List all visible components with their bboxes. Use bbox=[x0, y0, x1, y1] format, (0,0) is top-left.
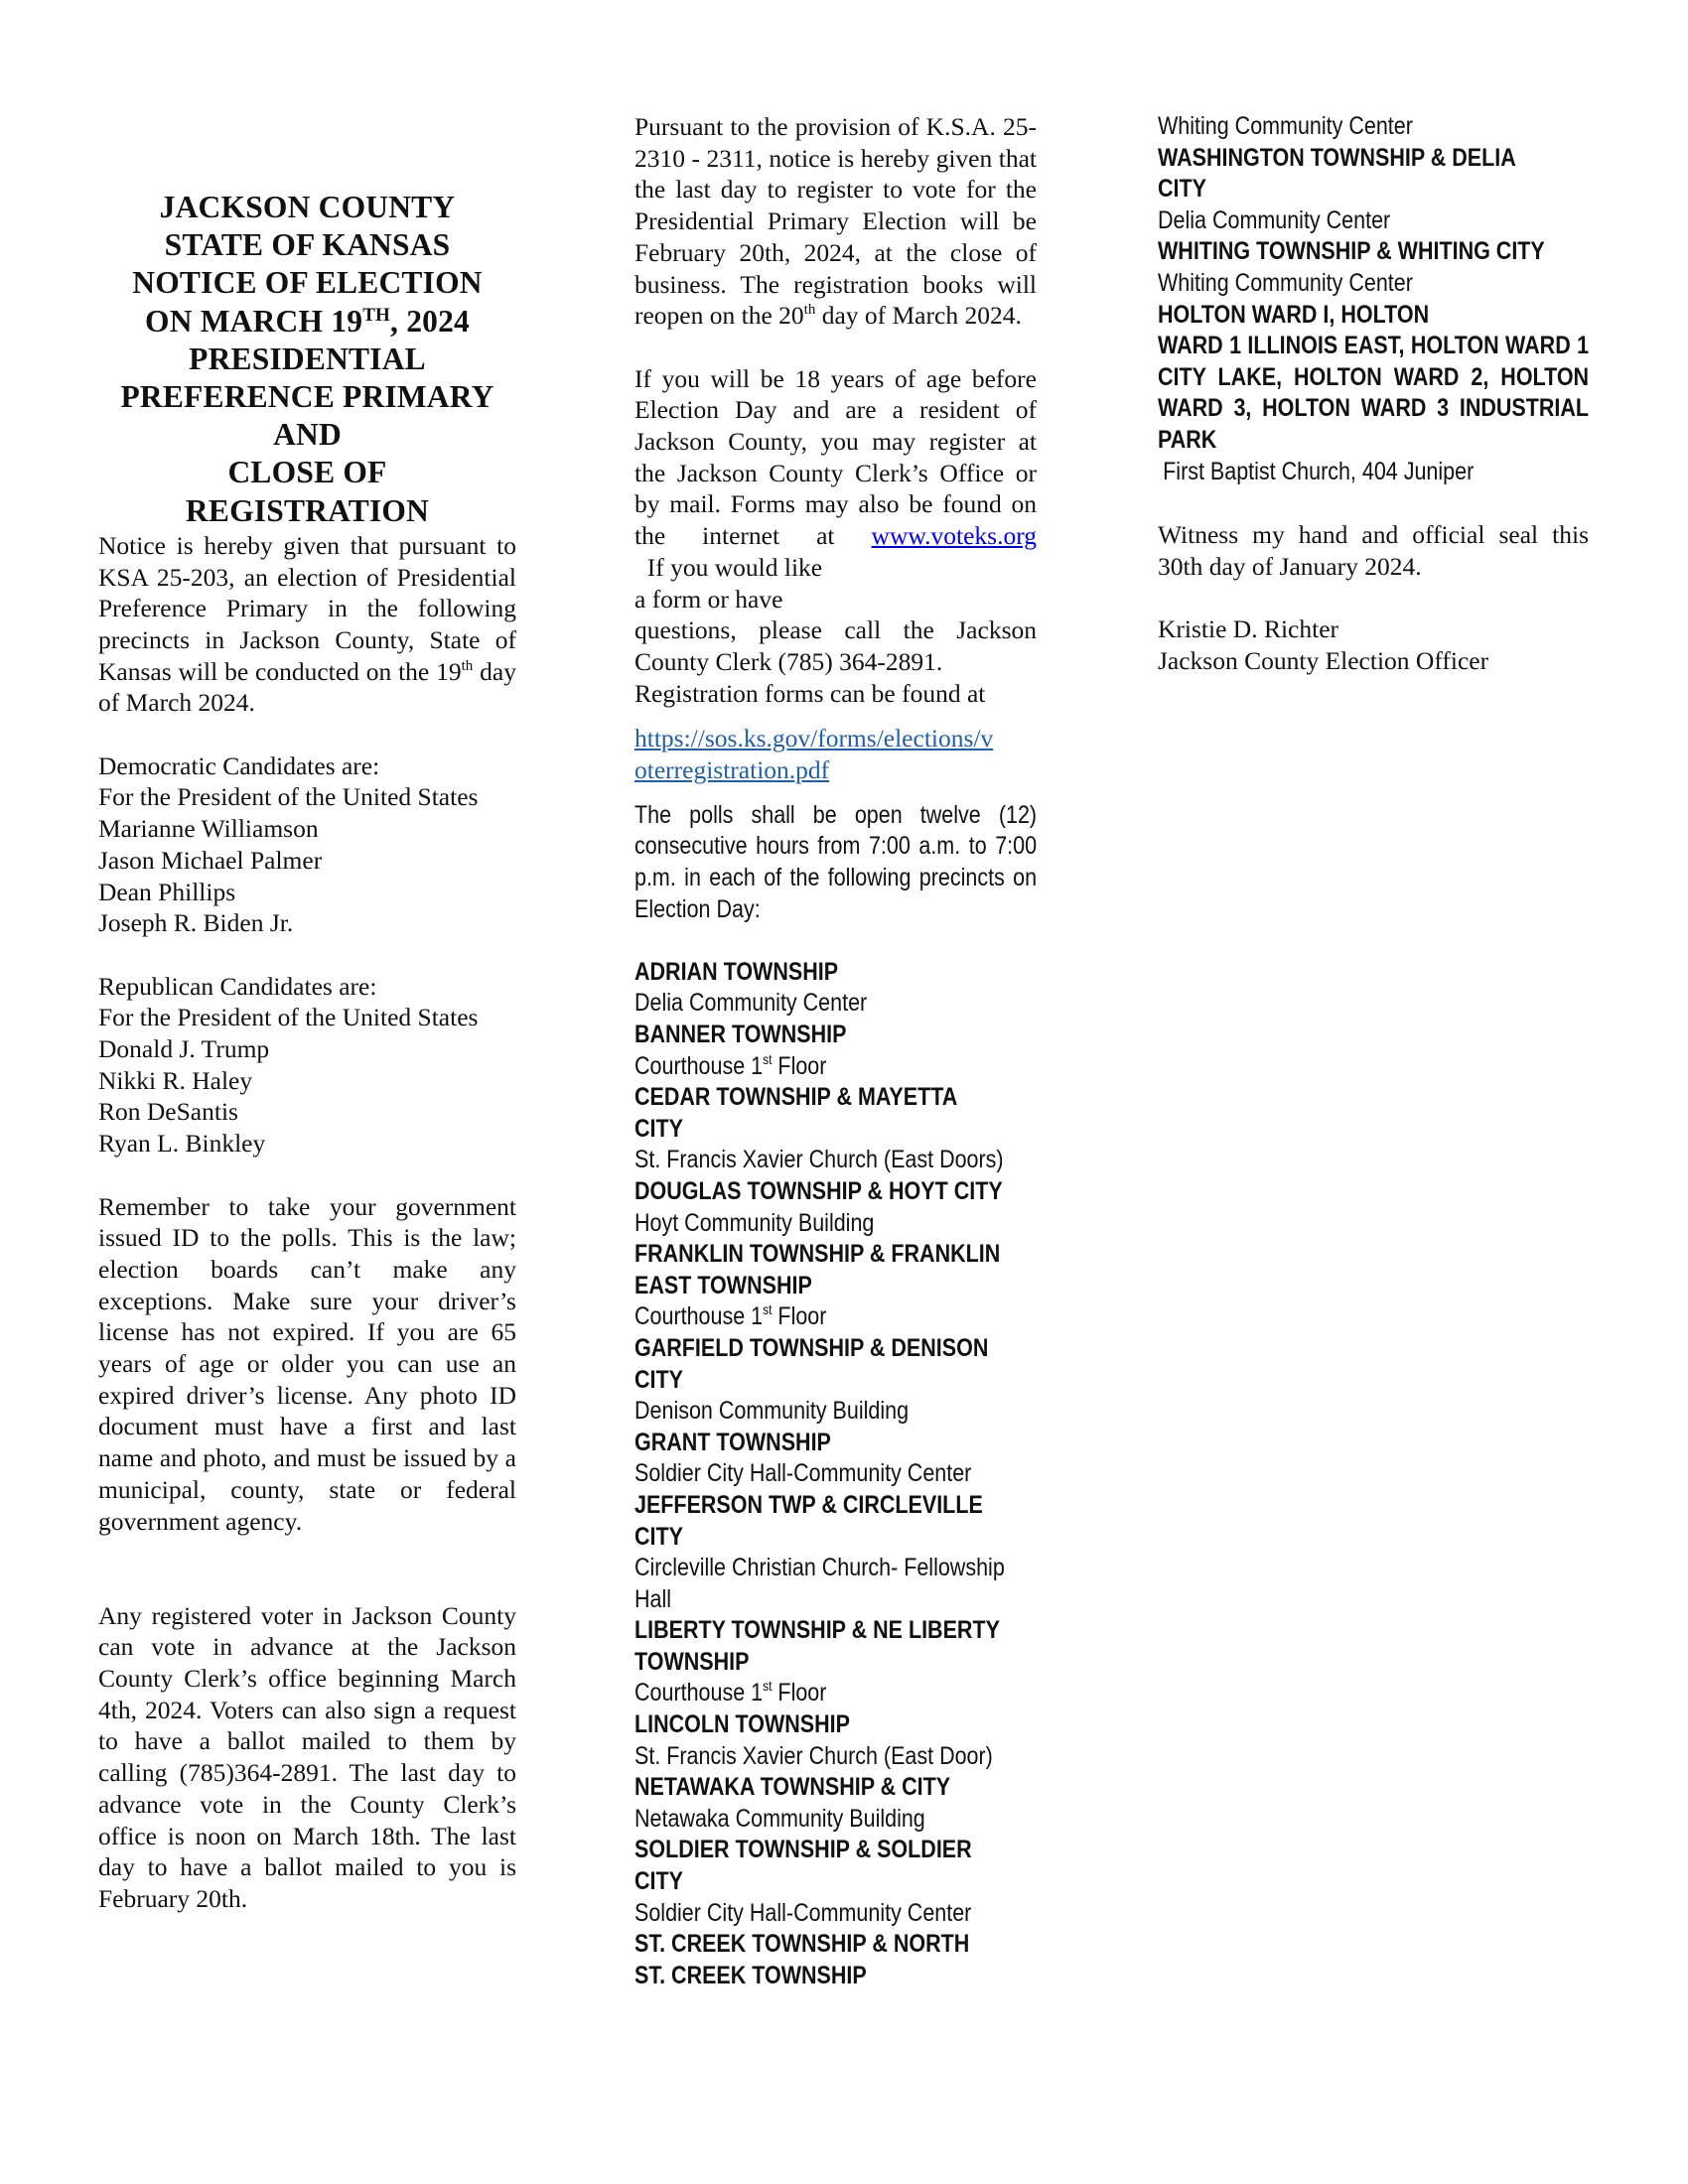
precinct-name-rest: WARD 1 ILLINOIS EAST, HOLTON WARD 1 CITY LAKE, HOLTON WARD 2, HOLTON WARD 3, HOLTON WARD 3 INDUSTRIAL PARK bbox=[1158, 332, 1590, 454]
precinct-name: WHITING TOWNSHIP & WHITING CITY bbox=[1158, 237, 1545, 266]
candidate-name: Marianne Williamson bbox=[98, 814, 319, 844]
precinct-item bbox=[634, 1082, 980, 1145]
ordinal-suffix: th bbox=[803, 302, 816, 319]
ordinal-suffix: st bbox=[763, 1678, 773, 1695]
precinct-item bbox=[634, 1615, 1029, 1709]
title-line: REGISTRATION bbox=[185, 492, 430, 528]
candidate-name: Jason Michael Palmer bbox=[98, 845, 323, 875]
candidate-name: Nikki R. Haley bbox=[98, 1065, 253, 1095]
questions-text: questions, please call the Jackson County Clerk (785) 364-2891. bbox=[634, 615, 1037, 676]
column-3 bbox=[1158, 111, 1589, 676]
notice-text-end: day of March 2024. bbox=[98, 656, 516, 718]
forms-found-text: Registration forms can be found at bbox=[634, 678, 986, 708]
column-1 bbox=[98, 189, 516, 1915]
polling-location: Delia Community Center bbox=[1158, 205, 1391, 234]
witness-statement: Witness my hand and official seal this 30th day of January 2024. bbox=[1158, 519, 1589, 581]
polls-hours-paragraph: The polls shall be open twelve (12) consecutive hours from 7:00 a.m. to 7:00 p.m. in each of the following precincts on Election Day: bbox=[634, 800, 1038, 923]
precinct-name: SOLDIER TOWNSHIP & SOLDIER CITY bbox=[634, 1836, 972, 1896]
precinct-name: BANNER TOWNSHIP bbox=[634, 1021, 847, 1048]
notice-paragraph bbox=[98, 530, 516, 719]
location-text-end: Floor bbox=[772, 1302, 827, 1331]
notice-title bbox=[98, 189, 516, 530]
precinct-list bbox=[634, 957, 1037, 1992]
precinct-item-location bbox=[634, 1145, 1037, 1176]
candidate-name: Donald J. Trump bbox=[98, 1034, 270, 1064]
precinct-item bbox=[1158, 236, 1589, 299]
sos-registration-link[interactable] bbox=[634, 723, 1037, 785]
precinct-name: DOUGLAS TOWNSHIP & HOYT CITY bbox=[634, 1176, 1003, 1205]
candidate-name: Dean Phillips bbox=[98, 877, 236, 906]
candidate-name: Ryan L. Binkley bbox=[98, 1129, 266, 1159]
precinct-item bbox=[634, 1176, 1037, 1239]
ordinal-suffix: th bbox=[461, 657, 474, 674]
signer-name: Kristie D. Richter bbox=[1158, 614, 1338, 643]
precinct-name: ADRIAN TOWNSHIP bbox=[634, 957, 839, 986]
column-2 bbox=[634, 111, 1037, 1991]
voteks-link[interactable]: www.voteks.org bbox=[871, 521, 1037, 551]
polling-location: St. Francis Xavier Church (East Door) bbox=[634, 1741, 993, 1770]
ordinal-suffix: st bbox=[763, 1301, 773, 1318]
precinct-item bbox=[634, 1490, 1005, 1553]
precinct-item bbox=[1158, 143, 1554, 205]
polling-location: St. Francis Xavier Church (East Doors) bbox=[634, 1146, 1004, 1174]
precinct-item bbox=[634, 1929, 988, 1991]
precinct-item bbox=[634, 1428, 1037, 1490]
title-date: ON MARCH 19 bbox=[145, 303, 363, 339]
precinct-name: LIBERTY TOWNSHIP & NE LIBERTY TOWNSHIP bbox=[634, 1616, 1000, 1676]
office-label: For the President of the United States bbox=[98, 782, 479, 812]
registration-deadline-paragraph bbox=[634, 111, 1037, 332]
precinct-item bbox=[634, 1709, 1037, 1772]
location-text-end: Floor bbox=[772, 1051, 827, 1080]
eligibility-paragraph bbox=[634, 363, 1037, 584]
location-text-end: Floor bbox=[772, 1679, 827, 1707]
polling-location: Soldier City Hall-Community Center bbox=[634, 1459, 972, 1488]
precinct-item-location bbox=[634, 1898, 1037, 1930]
title-line: PRESIDENTIAL bbox=[189, 341, 426, 376]
democratic-heading: Democratic Candidates are: bbox=[98, 751, 380, 780]
precinct-name: LINCOLN TOWNSHIP bbox=[634, 1710, 850, 1739]
title-line: AND bbox=[273, 417, 342, 453]
form-line: a form or have bbox=[634, 584, 783, 614]
precinct-item bbox=[634, 1772, 1037, 1835]
precinct-item bbox=[634, 1020, 1037, 1082]
polling-location: Delia Community Center bbox=[634, 989, 868, 1018]
registration-text: Pursuant to the provision of K.S.A. 25-2310 - 2311, notice is hereby given that the last day to register to vote for the Presidential Primary Election will be February 20th, 2024, at the close of business. The registration books will reopen on the 20 bbox=[634, 112, 1037, 331]
title-date-year: , 2024 bbox=[390, 303, 470, 339]
precinct-name: ST. CREEK TOWNSHIP & NORTH ST. CREEK TOWNSHIP bbox=[634, 1930, 970, 1989]
precinct-name: CEDAR TOWNSHIP & MAYETTA CITY bbox=[634, 1083, 957, 1143]
location-text: Courthouse 1 bbox=[634, 1051, 764, 1080]
precinct-name: WASHINGTON TOWNSHIP & DELIA CITY bbox=[1158, 143, 1515, 204]
candidate-name: Joseph R. Biden Jr. bbox=[98, 908, 294, 938]
precinct-item bbox=[634, 957, 1037, 1020]
advance-voting-paragraph: Any registered voter in Jackson County can vote in advance at the Jackson County Clerk’s office beginning March 4th, 2024. Voters can also sign a request to have a ballot mailed to them by calling (785)364-2891. The last day to advance vote in the County Clerk’s office is noon on March 18th. The last day to have a ballot mailed to you is February 20th. bbox=[98, 1600, 516, 1913]
precinct-item bbox=[634, 1239, 1017, 1333]
polling-location: Whiting Community Center bbox=[1158, 268, 1413, 297]
republican-candidates bbox=[98, 971, 516, 1160]
title-line: JACKSON COUNTY bbox=[159, 190, 456, 224]
polling-location bbox=[634, 1301, 1017, 1333]
sos-link-line-1[interactable]: https://sos.ks.gov/forms/elections/v bbox=[634, 724, 994, 753]
title-line: NOTICE OF ELECTION bbox=[132, 265, 483, 301]
polling-location bbox=[634, 1678, 1029, 1709]
eligibility-text: If you will be 18 years of age before Election Day and are a resident of Jackson County, you may register at the Jackson County Clerk’s Office or by mail. Forms may also be found on the internet at bbox=[634, 363, 1037, 551]
republican-heading: Republican Candidates are: bbox=[98, 971, 377, 1001]
precinct-name-line: HOLTON WARD I, HOLTON bbox=[1158, 300, 1430, 329]
office-label: For the President of the United States bbox=[98, 1003, 479, 1032]
precinct-item bbox=[1158, 300, 1589, 488]
eligibility-text-after-link: If you would like bbox=[634, 552, 823, 582]
precinct-item bbox=[634, 1333, 1009, 1428]
polling-location: Whiting Community Center bbox=[1158, 112, 1413, 140]
sos-link-line-2[interactable]: oterregistration.pdf bbox=[634, 755, 830, 785]
precinct-item-location bbox=[634, 1553, 1029, 1615]
title-line: STATE OF KANSAS bbox=[164, 227, 451, 263]
signer-title: Jackson County Election Officer bbox=[1158, 645, 1489, 675]
polling-location: Circleville Christian Church- Fellowship Hall bbox=[634, 1554, 1005, 1613]
voter-id-paragraph: Remember to take your government issued ID to the polls. This is the law; election boards can’t make any exceptions. Make sure your driver’s license has not expired. If you are 65 years of age or older you can use an expired driver’s license. Any photo ID document must have a first and last name and photo, and must be issued by a municipal, county, state or federal government agency. bbox=[98, 1191, 516, 1536]
notice-text: Notice is hereby given that pursuant to KSA 25-203, an election of Presidential Preference Primary in the following precincts in Jackson County, State of Kansas will be conducted on the 19 bbox=[98, 530, 516, 686]
polling-location: Soldier City Hall-Community Center bbox=[634, 1898, 972, 1927]
precinct-name: JEFFERSON TWP & CIRCLEVILLE CITY bbox=[634, 1490, 983, 1551]
location-text: Courthouse 1 bbox=[634, 1302, 764, 1331]
title-date-ordinal: TH bbox=[362, 304, 391, 326]
precinct-name: GRANT TOWNSHIP bbox=[634, 1428, 831, 1456]
polling-location: Denison Community Building bbox=[634, 1397, 910, 1426]
location-text: Courthouse 1 bbox=[634, 1679, 764, 1707]
candidate-name: Ron DeSantis bbox=[98, 1097, 238, 1127]
title-line bbox=[98, 303, 516, 341]
precinct-name: GARFIELD TOWNSHIP & DENISON CITY bbox=[634, 1333, 989, 1394]
ordinal-suffix: st bbox=[763, 1050, 773, 1067]
democratic-candidates bbox=[98, 751, 516, 939]
title-line: PREFERENCE PRIMARY bbox=[120, 379, 494, 415]
registration-text-end: day of March 2024. bbox=[815, 301, 1022, 331]
polling-location: Hoyt Community Building bbox=[634, 1208, 875, 1237]
polling-location bbox=[634, 1051, 1037, 1083]
polling-location: First Baptist Church, 404 Juniper bbox=[1163, 457, 1475, 485]
precinct-name: NETAWAKA TOWNSHIP & CITY bbox=[634, 1773, 951, 1802]
polling-location: Netawaka Community Building bbox=[634, 1804, 925, 1833]
precinct-item bbox=[634, 1835, 988, 1897]
title-line: CLOSE OF bbox=[227, 455, 387, 490]
precinct-name: FRANKLIN TOWNSHIP & FRANKLIN EAST TOWNSHIP bbox=[634, 1240, 1001, 1299]
